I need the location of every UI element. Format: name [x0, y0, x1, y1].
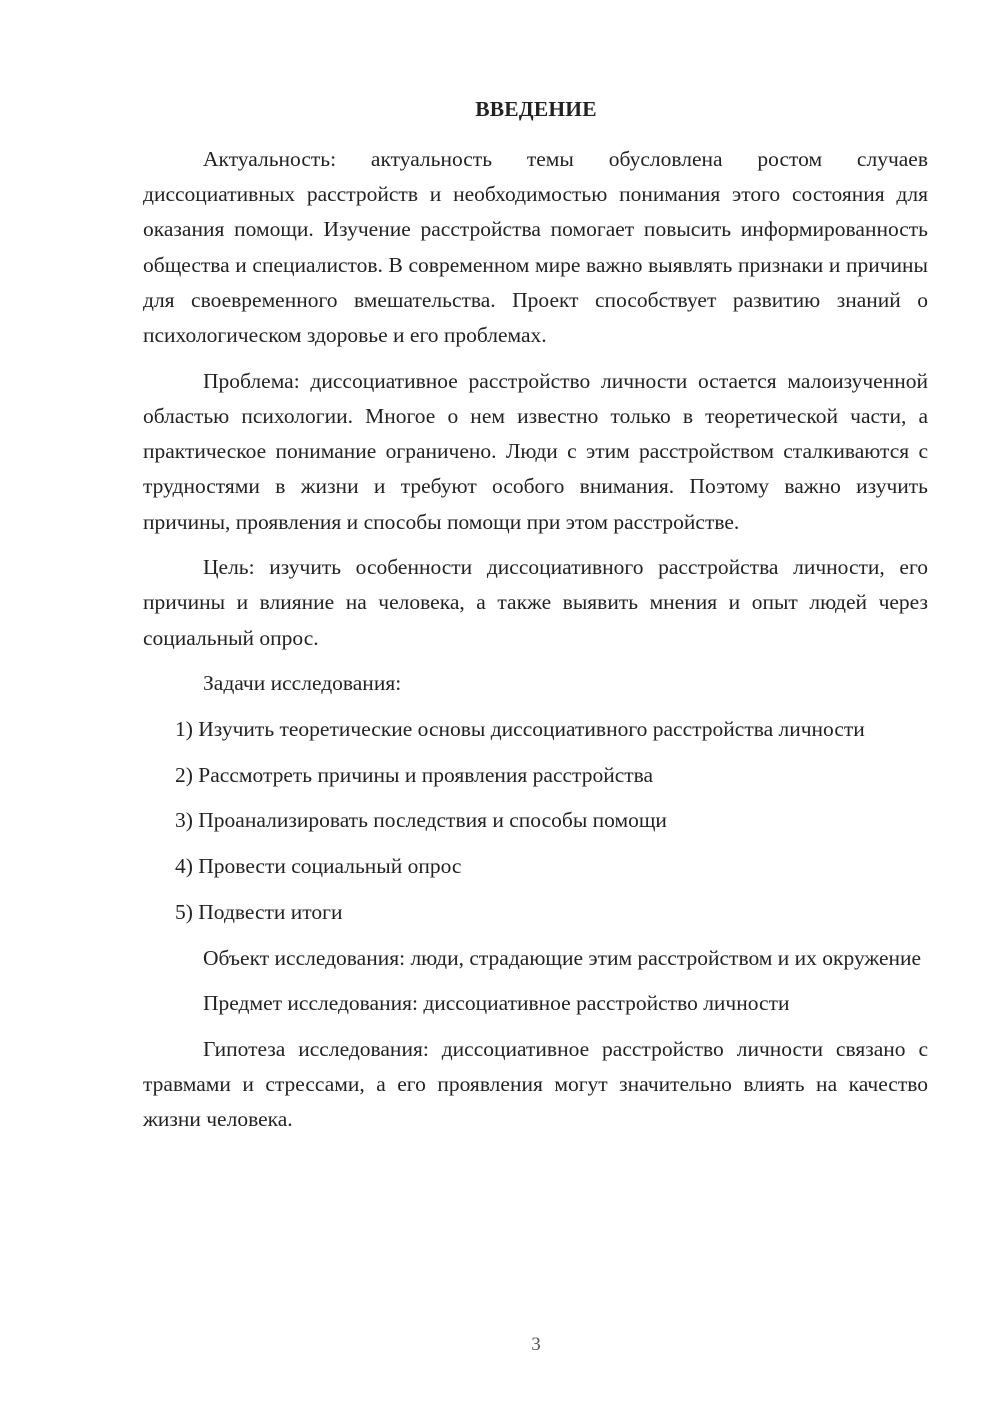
page-number: 3	[531, 1334, 541, 1355]
task-item: 3) Проанализировать последствия и способы помощи	[175, 808, 667, 833]
paragraph-relevance: Актуальность: актуальность темы обусловлена ростом случаев диссоциативных расстройств и необходимостью понимания этого состояния для оказания помощи. Изучение расстройства помогает повысить информированность общества и специалистов. В современном мире важно выявлять признаки и причины для своевременного вмешательства. Проект способствует развитию знаний о психологическом здоровье и его проблемах.	[143, 147, 928, 348]
paragraph-hypothesis: Гипотеза исследования: диссоциативное расстройство личности связано с травмами и стрессами, а его проявления могут значительно влиять на качество жизни человека.	[143, 1036, 928, 1132]
task-item: 2) Рассмотреть причины и проявления расстройства	[175, 762, 654, 787]
task-item: 4) Провести социальный опрос	[175, 854, 462, 879]
tasks-heading: Задачи исследования:	[203, 671, 402, 696]
paragraph-object: Объект исследования: люди, страдающие этим расстройством и их окружение	[203, 945, 922, 970]
section-title: ВВЕДЕНИЕ	[475, 97, 597, 121]
paragraph-subject: Предмет исследования: диссоциативное расстройство личности	[203, 991, 790, 1016]
task-item: 5) Подвести итоги	[175, 899, 343, 924]
paragraph-problem: Проблема: диссоциативное расстройство личности остается малоизученной областью психологии. Многое о нем известно только в теоретической части, а практическое понимание ограничено. Люди с этим расстройством сталкиваются с трудностями в жизни и требуют особого внимания. Поэтому важно изучить причины, проявления и способы помощи при этом расстройстве.	[143, 368, 928, 534]
task-item: 1) Изучить теоретические основы диссоциативного расстройства личности	[175, 717, 865, 742]
paragraph-goal: Цель: изучить особенности диссоциативного расстройства личности, его причины и влияние на человека, а также выявить мнения и опыт людей через социальный опрос.	[143, 555, 928, 650]
body-text	[143, 142, 928, 1148]
